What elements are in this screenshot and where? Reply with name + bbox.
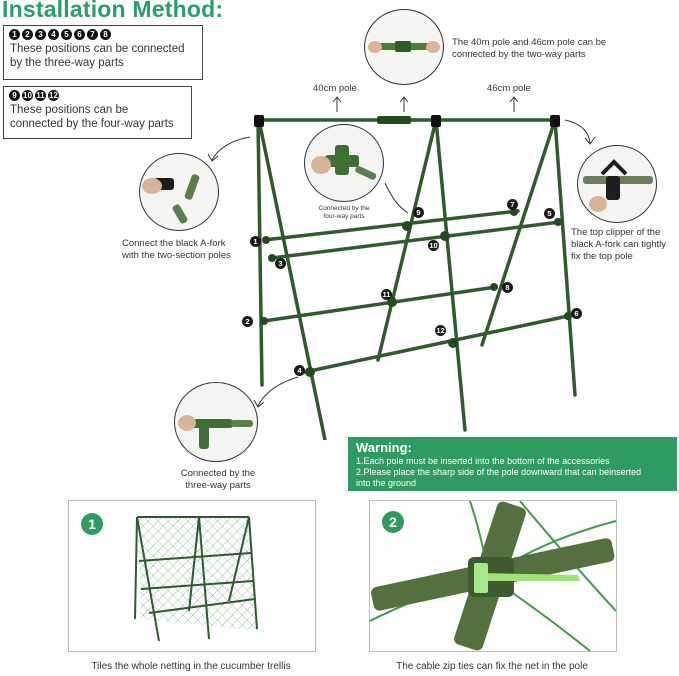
trellis-joints	[254, 115, 572, 377]
number-badge: 4	[48, 29, 59, 40]
marker-10: 10	[429, 241, 438, 250]
marker-4: 4	[294, 365, 305, 376]
step-badge-2: 2	[382, 511, 404, 533]
number-badge: 8	[100, 29, 111, 40]
four-way-caption-label: Connected by the four-way parts	[318, 205, 370, 220]
netting-panel	[68, 500, 316, 652]
four-way-text-line: These positions can be	[10, 104, 129, 116]
number-badge: 1	[9, 29, 20, 40]
number-badge: 11	[36, 90, 45, 100]
three-way-caption-line: Connected by the	[180, 468, 256, 479]
two-way-note-line: connected by the two-way parts	[452, 49, 586, 60]
top-clipper-caption-line: fix the top pole	[571, 251, 633, 262]
zip-tie-panel	[369, 500, 617, 652]
top-clipper-illustration	[578, 146, 656, 222]
marker-7: 7	[507, 199, 518, 210]
a-fork-illustration	[140, 154, 218, 230]
marker-6: 6	[571, 308, 582, 319]
warning-item-2: 2.Please place the sharp side of the pole downward that can beinserted	[356, 467, 642, 477]
top-clipper-caption-line: black A-fork can tightly	[571, 239, 667, 250]
pole-label-40cm: 40cm pole	[313, 83, 357, 94]
three-way-text-line: by the three-way parts	[10, 57, 124, 69]
three-way-part-photo	[174, 382, 258, 462]
netted-trellis-illustration	[69, 501, 315, 651]
top-clipper-photo	[577, 145, 657, 223]
marker-1: 1	[250, 236, 261, 247]
three-way-caption-line: three-way parts	[185, 480, 251, 491]
warning-heading: Warning:	[356, 440, 412, 455]
warning-item-2-continued: into the ground	[356, 478, 417, 488]
top-clipper-caption-line: The top clipper of the	[571, 227, 661, 238]
marker-5: 5	[544, 208, 555, 219]
a-fork-photo	[139, 153, 219, 231]
marker-9: 9	[413, 207, 424, 218]
number-badge: 3	[35, 29, 46, 40]
pole-label-46cm: 46cm pole	[487, 83, 531, 94]
marker-12: 12	[436, 326, 445, 335]
number-badge: 6	[74, 29, 85, 40]
four-way-part-photo	[304, 124, 384, 202]
number-badge: 10	[23, 90, 32, 100]
zip-tie-caption: The cable zip ties can fix the net in the pole	[396, 661, 588, 672]
marker-11: 11	[382, 290, 391, 299]
netting-caption: Tiles the whole netting in the cucumber trellis	[91, 661, 291, 672]
number-badge: 9	[9, 90, 20, 101]
number-badge: 7	[87, 29, 98, 40]
marker-2: 2	[242, 316, 253, 327]
a-fork-caption-line: Connect the black A-fork	[122, 238, 226, 249]
four-way-connector-illustration	[305, 125, 383, 201]
three-way-text-line: These positions can be connected	[10, 43, 185, 55]
a-fork-caption	[122, 238, 262, 262]
three-way-caption	[173, 468, 263, 492]
zip-tie-illustration	[370, 501, 616, 651]
a-fork-caption-line: with the two-section poles	[122, 250, 231, 261]
number-badge: 12	[49, 90, 58, 100]
step-badge-1: 1	[81, 513, 103, 535]
two-way-note-line: The 40m pole and 46cm pole can be	[452, 37, 607, 48]
warning-box	[348, 437, 677, 491]
top-clipper-caption	[571, 227, 679, 263]
three-way-connector-illustration	[175, 383, 257, 461]
page-title: Installation Method:	[2, 0, 224, 22]
marker-3: 3	[275, 258, 286, 269]
marker-8: 8	[502, 282, 513, 293]
number-badge: 2	[22, 29, 33, 40]
number-badge: 5	[61, 29, 72, 40]
warning-item-1: 1.Each pole must be inserted into the bottom of the accessories	[356, 456, 610, 466]
arrows	[208, 97, 595, 407]
four-way-text-line: connected by the four-way parts	[10, 118, 174, 130]
